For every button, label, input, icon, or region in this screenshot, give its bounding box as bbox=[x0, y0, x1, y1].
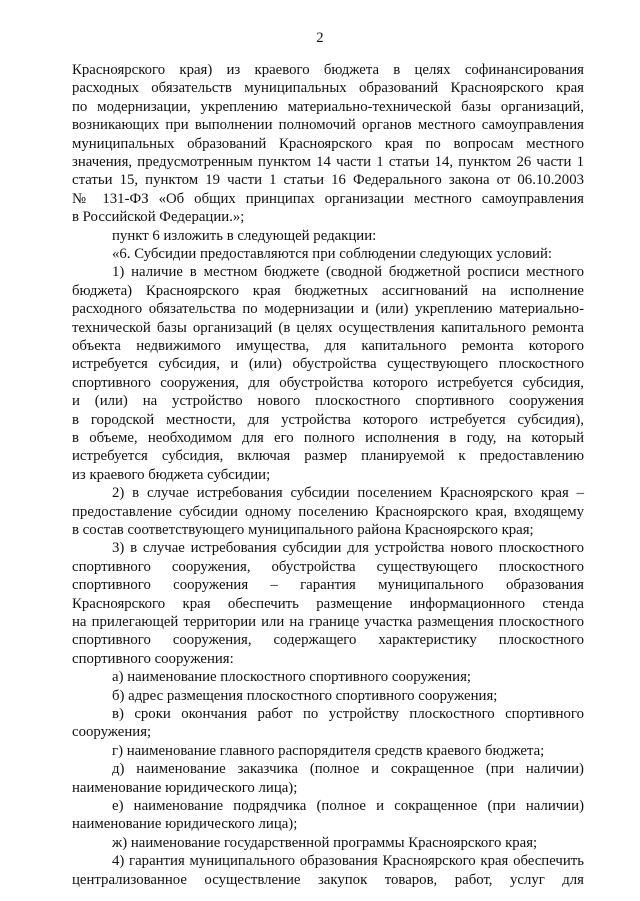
text-line: 1) наличие в местном бюджете (сводной бюджетной росписи местного bbox=[112, 264, 584, 281]
text-line: статьи 15, пунктом 19 части 1 статьи 16 Федерального закона от 06.10.2003 bbox=[72, 172, 584, 189]
text-line: предоставление субсидии одному поселению Красноярского края, входящему bbox=[72, 503, 584, 520]
text-line: д) наименование заказчика (полное и сокращенное (при наличии) bbox=[112, 761, 584, 778]
text-line: Красноярского края) из краевого бюджета в целях софинансирования bbox=[72, 62, 584, 78]
text-line: на прилегающей территории или на границе участка размещения плоскостного bbox=[72, 614, 584, 630]
text-line: в состав соответствующего муниципального района Красноярского края; bbox=[72, 522, 534, 538]
text-line: ж) наименование государственной программы Красноярского края; bbox=[112, 834, 538, 851]
text-line: в Российской Федерации.»; bbox=[72, 209, 245, 226]
text-line: № 131-ФЗ «Об общих принципах организации местного самоуправления bbox=[72, 190, 584, 207]
text-line: е) наименование подрядчика (полное и сокращенное (при наличии) bbox=[112, 798, 584, 814]
text-line: а) наименование плоскостного спортивного сооружения; bbox=[112, 669, 471, 686]
text-line: «6. Субсидии предоставляются при соблюдении следующих условий: bbox=[112, 246, 553, 262]
text-line: пункт 6 изложить в следующей редакции: bbox=[112, 227, 377, 244]
text-line: наименование юридического лица); bbox=[72, 816, 298, 833]
text-line: спортивного сооружения, содержащего характеристику плоскостного bbox=[72, 632, 584, 649]
text-line: наименование юридического лица); bbox=[72, 779, 298, 796]
text-line: 2) в случае истребования субсидии поселением Красноярского края – bbox=[112, 485, 584, 502]
text-line: в) сроки окончания работ по устройству плоскостного спортивного bbox=[112, 706, 584, 722]
text-line: и (или) на устройство нового плоскостного спортивного сооружения bbox=[72, 393, 584, 410]
text-line: Красноярского края обеспечить размещение информационного стенда bbox=[72, 595, 584, 612]
text-line: спортивного сооружения – гарантия муниципального образования bbox=[72, 577, 584, 594]
text-line: 4) гарантия муниципального образования Красноярского края обеспечить bbox=[112, 853, 584, 870]
text-line: бюджета) Красноярского края бюджетных ассигнований на исполнение bbox=[72, 282, 584, 299]
text-line: значения, предусмотренным пунктом 14 части 1 статьи 14, пунктом 26 части 1 bbox=[72, 154, 584, 170]
text-line: в городской местности, для устройства которого истребуется субсидия), bbox=[72, 411, 584, 428]
page-number: 2 bbox=[316, 30, 324, 46]
text-line: спортивного сооружения: bbox=[72, 650, 234, 667]
text-line: истребуется субсидия, и (или) обустройства существующего плоскостного bbox=[72, 356, 584, 373]
text-line: спортивного сооружения, обустройства существующего плоскостного bbox=[72, 558, 584, 575]
text-line: спортивного сооружения, для обустройства которого истребуется субсидия, bbox=[72, 374, 584, 391]
text-line: объекта недвижимого имущества, для капитального ремонта которого bbox=[72, 338, 584, 354]
text-line: в объеме, необходимом для его полного исполнения в году, на который bbox=[72, 430, 584, 446]
text-line: расходного обязательства по модернизации и (или) укреплению материально- bbox=[72, 301, 584, 318]
text-line: б) адрес размещения плоскостного спортивного сооружения; bbox=[112, 687, 498, 704]
text-line: истребуется субсидия, включая размер планируемой к предоставлению bbox=[72, 448, 584, 465]
text-line: из краевого бюджета субсидии; bbox=[72, 466, 271, 483]
text-line: г) наименование главного распорядителя средств краевого бюджета; bbox=[112, 742, 545, 759]
text-line: расходных обязательств муниципальных образований Красноярского края bbox=[72, 80, 584, 97]
text-line: возникающих при выполнении полномочий органов местного самоуправления bbox=[72, 117, 584, 134]
text-line: по модернизации, укреплению материально-технической базы организаций, bbox=[72, 98, 584, 115]
text-line: 3) в случае истребования субсидии для устройства нового плоскостного bbox=[112, 540, 584, 557]
text-line: сооружения; bbox=[72, 724, 152, 741]
text-line: технической базы организаций (в целях осуществления капитального ремонта bbox=[72, 319, 584, 336]
text-line: муниципальных образований Красноярского края по вопросам местного bbox=[72, 135, 584, 152]
text-line: централизованное осуществление закупок товаров, работ, услуг для bbox=[72, 871, 584, 888]
